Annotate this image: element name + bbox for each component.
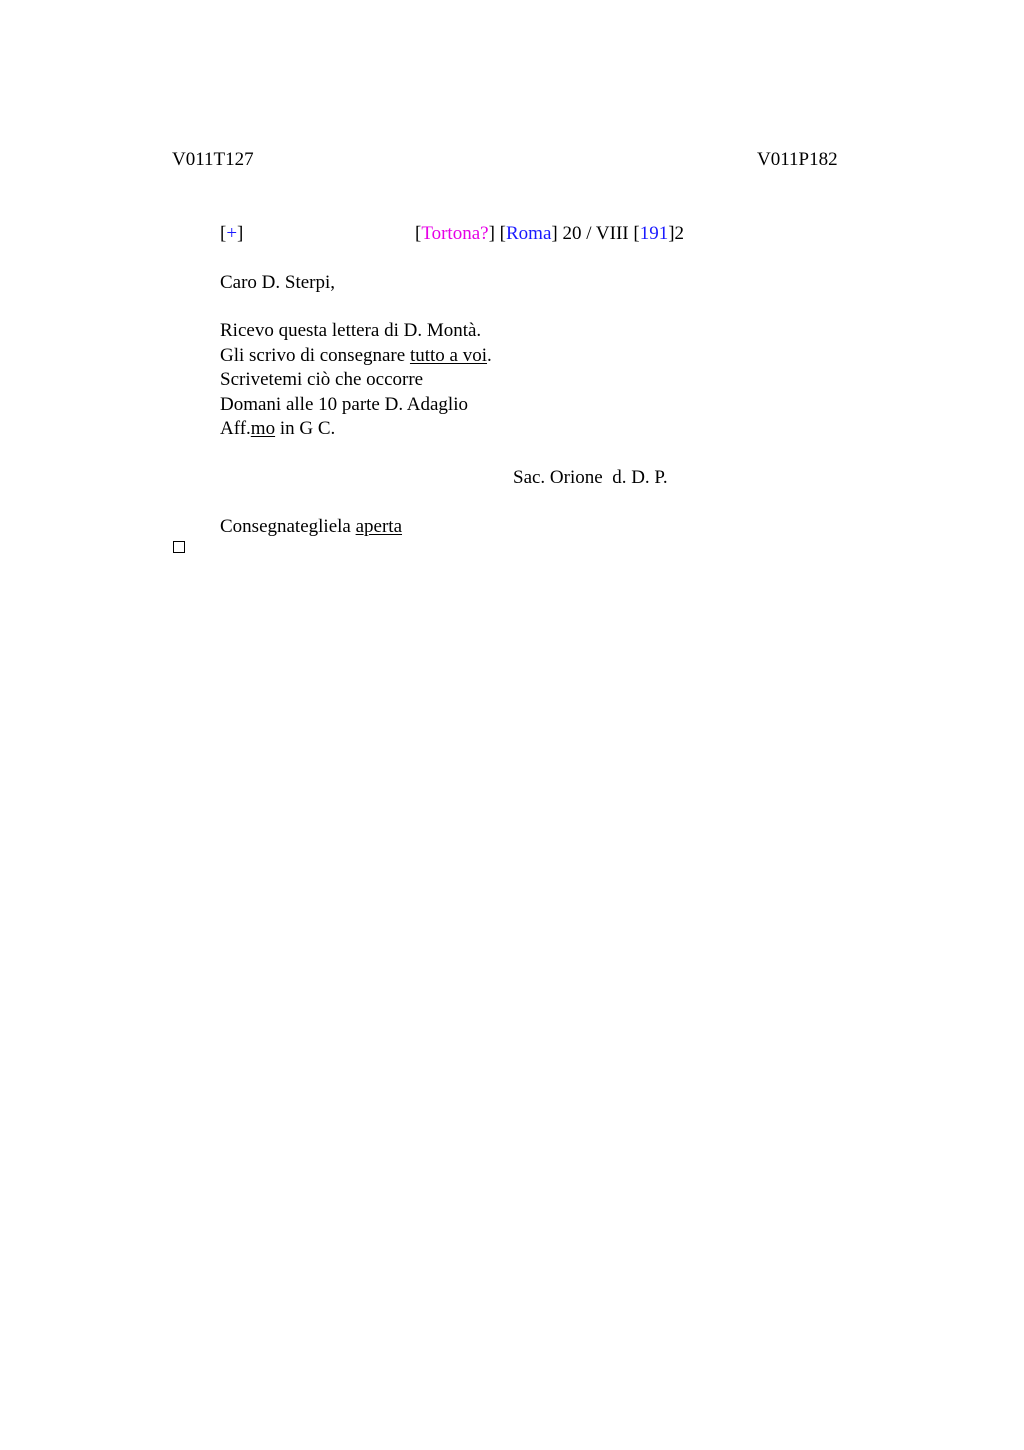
body-line-2 [220, 346, 492, 365]
body-line-3: Scrivetemi ciò che occorre [220, 369, 424, 390]
page-reference-id: V011P182 [757, 149, 838, 170]
place-uncertain-mark: ? [480, 223, 489, 244]
cross-bracket-close: ] [237, 223, 244, 244]
closing-rest: in G C. [275, 418, 336, 439]
postscript-text: Consegnategliela [220, 516, 356, 537]
text-reference-id: V011T127 [172, 149, 254, 170]
body-line-2-text: Gli scrivo di consegnare [220, 345, 410, 366]
body-line-2-underlined: tutto a voi [409, 345, 488, 366]
closing-mo-underlined: mo [250, 418, 276, 439]
date-text: 20 / VIII [ [557, 223, 640, 244]
year-editorial: 191 [639, 223, 669, 244]
place1-bracket-close: ] [488, 223, 495, 244]
place-roma: Roma [506, 223, 552, 244]
year-close: ]2 [668, 223, 685, 244]
place1-bracket-open: [ [415, 223, 422, 244]
closing-line [220, 419, 335, 438]
dateline [415, 224, 684, 243]
place2-bracket-close: ] [551, 223, 558, 244]
salutation: Caro D. Sterpi, [220, 272, 336, 293]
place-tortona: Tortona [421, 223, 481, 244]
body-line-2-end: . [487, 345, 492, 366]
body-line-1: Ricevo questa lettera di D. Montà. [220, 320, 482, 341]
cross-bracket-open: [ [220, 223, 227, 244]
cross-symbol: + [226, 223, 238, 244]
place2-bracket-open: [ [494, 223, 506, 244]
body-line-4: Domani alle 10 parte D. Adaglio [220, 394, 468, 415]
signature: Sac. Orione d. D. P. [513, 467, 668, 488]
postscript-underlined: aperta [355, 516, 403, 537]
postscript [220, 517, 402, 536]
closing-aff: Aff. [220, 418, 251, 439]
cross-mark [220, 224, 243, 243]
end-square-icon [173, 541, 185, 553]
